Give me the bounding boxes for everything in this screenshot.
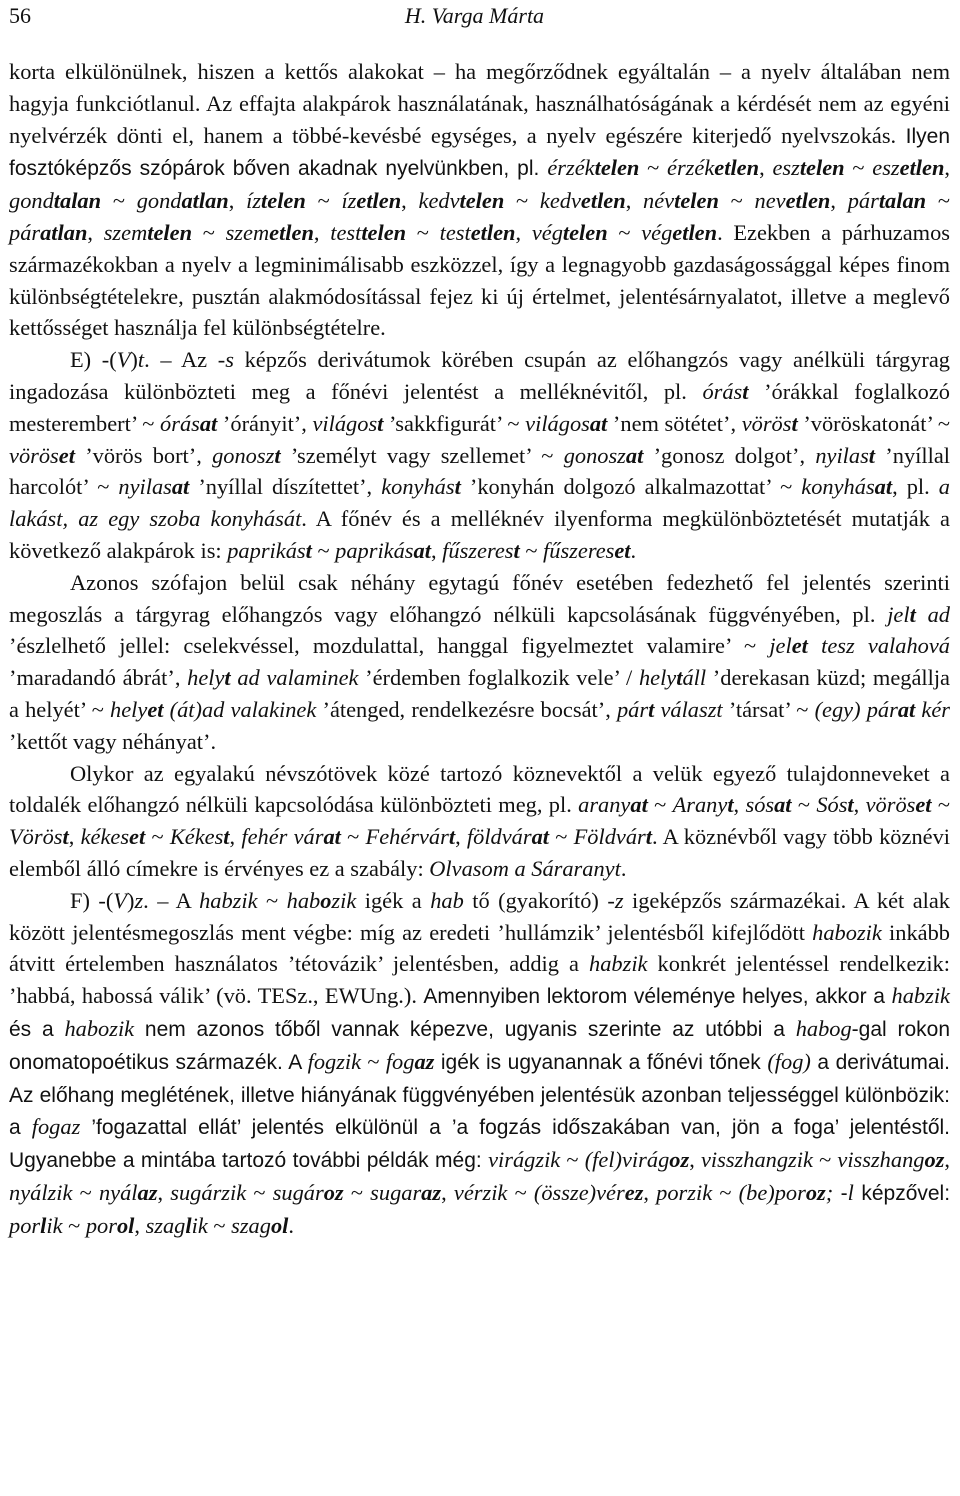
example-word: hely: [187, 665, 225, 691]
example-word: ad: [915, 601, 950, 627]
example-word: oz: [924, 1147, 945, 1173]
example-word: tesz valahová: [807, 633, 950, 659]
example-word: t: [791, 410, 798, 436]
example-word: t: [454, 474, 461, 500]
example-word: Arany: [672, 792, 728, 818]
text-run: ~: [507, 1179, 534, 1205]
example-word: talan: [53, 188, 102, 214]
text-run: ’fogazattal ellát’ jelentés elkülönül a ’a fogzás időszakában van, jön a foga’ jelentéstől. Ugyanebbe a mintába tartozó további példák még:: [9, 1116, 951, 1173]
example-word: t: [377, 410, 384, 436]
example-word: t: [274, 442, 281, 468]
example-word: érzék: [667, 155, 715, 181]
example-word: V: [113, 887, 127, 913]
text-run: ~: [340, 824, 366, 850]
example-word: fehér vár: [241, 824, 324, 850]
text-run: ,: [625, 188, 644, 214]
example-word: hab: [430, 887, 464, 913]
example-word: földvár: [466, 824, 532, 850]
text-run: Ilyen fosztóképzős szópárok bőven akadnak nyelvünkben, pl.: [9, 124, 950, 181]
example-word: t: [648, 696, 655, 722]
example-word: nyál: [98, 1179, 138, 1205]
example-word: z: [614, 887, 624, 913]
text-run: ~: [257, 887, 287, 913]
example-word: et: [915, 792, 932, 818]
text-run: ~: [647, 792, 673, 818]
example-word: pár: [9, 219, 41, 245]
text-run: Azonos szófajon belül csak néhány egytagú főnév esetében fedezhető fel jelentés szerinti megoszlás a tárgyrag előhangzós vagy előhangzó nélküli kapcsolásának függvényében, pl.: [9, 569, 950, 627]
example-word: Fehérvár: [365, 824, 449, 850]
text-run: ~: [931, 792, 950, 818]
example-word: etlen: [899, 155, 945, 181]
example-word: pár: [847, 188, 879, 214]
text-run: -: [833, 1181, 848, 1205]
example-word: név: [643, 188, 675, 214]
example-word: t: [742, 378, 749, 404]
page-number: 56: [9, 3, 31, 28]
text-run: , pl.: [892, 474, 939, 500]
example-word: t: [676, 665, 683, 691]
text-run: ~: [305, 188, 342, 214]
example-word: paprikás: [227, 537, 306, 563]
example-word: kedv: [418, 188, 460, 214]
example-word: at: [199, 410, 218, 436]
example-word: t: [909, 601, 916, 627]
text-run: ’nyíllal díszítettet’,: [189, 474, 382, 500]
example-word: t: [137, 347, 145, 373]
text-run: Olykor az egyalakú névszótövek közé tartozó köznevektől a velük egyező tulajdonneveket a toldalék előhangzó nélküli kapcsolódása különbözteti meg, pl.: [9, 760, 950, 818]
example-word: etlen: [714, 155, 760, 181]
text-run: ~: [549, 824, 574, 850]
example-word: világos: [312, 410, 378, 436]
text-run: A köznévből vagy több köznévi elemből álló címekre is érvényes ez a szabály:: [9, 824, 950, 881]
text-run: Ezekben a párhuzamos származékokban a nyelv a legminimálisabb eszközzel, így a legnagyobb gazdaságossággal képes finom különbségtételekre, pusztán alakmódosítással fejez ki új értelmet, jelentésárnyalatot, illetve a meglevő kettősséget használja fel különbségtételre.: [9, 219, 950, 341]
text-run: ~: [311, 537, 336, 563]
example-word: porzik: [656, 1179, 713, 1205]
text-run: ~: [926, 188, 950, 214]
example-word: gond: [9, 188, 54, 214]
example-word: o: [320, 887, 332, 913]
text-run: ,: [229, 824, 242, 850]
text-run: ~: [519, 537, 544, 563]
example-word: telen: [261, 188, 306, 214]
example-word: et: [129, 824, 146, 850]
example-word: t: [513, 537, 520, 563]
text-run: ,: [228, 188, 247, 214]
example-word: etlen: [672, 219, 718, 245]
text-run: konkrét jelentéssel rendelkezik: ’habbá, habossá válik’ (vö. TESz., EWUng.).: [9, 951, 950, 1009]
paragraph: [9, 344, 950, 567]
example-word: s: [225, 347, 234, 373]
example-word: sós: [745, 792, 775, 818]
example-word: habzik: [891, 983, 950, 1009]
example-word: talan: [878, 188, 927, 214]
example-word: esz: [872, 155, 900, 181]
example-word: hely: [638, 665, 677, 691]
example-word: nyilas: [118, 474, 172, 500]
example-word: at: [630, 792, 648, 818]
text-run: ,: [401, 188, 419, 214]
text-run: ’gonosz dolgot’,: [643, 442, 816, 468]
text-run: ,: [853, 792, 866, 818]
text-run: ’derekasan küzd; megállja a helyét’ ~: [9, 665, 950, 722]
example-word: oz: [669, 1147, 690, 1173]
text-run: ~: [560, 1147, 585, 1173]
text-run: ’személyt vagy szellemet’ ~: [280, 442, 564, 468]
example-word: kedv: [539, 188, 581, 214]
text-run: ~: [207, 1212, 232, 1238]
text-run: ’vörös bort’,: [74, 442, 213, 468]
text-run: ~: [246, 1179, 273, 1205]
text-run: . – A: [143, 887, 200, 913]
example-word: telen: [459, 188, 505, 214]
example-word: test: [439, 219, 471, 245]
paragraph: [9, 567, 950, 758]
example-word: zik: [331, 887, 357, 913]
example-word: jel: [769, 633, 792, 659]
example-word: órás: [160, 410, 200, 436]
example-word: világos: [525, 410, 590, 436]
text-run: ’maradandó ábrát’,: [9, 665, 188, 691]
example-word: z: [134, 887, 144, 913]
example-word: etlen: [785, 188, 831, 214]
example-word: vörös: [865, 792, 916, 818]
example-word: gonosz: [563, 442, 626, 468]
text-run: ~: [145, 824, 170, 850]
text-run: ,: [830, 188, 848, 214]
example-word: et: [791, 633, 808, 659]
text-run: .: [717, 219, 734, 245]
example-word: t: [224, 665, 231, 691]
example-word: Sós: [816, 792, 848, 818]
example-word: et: [614, 537, 631, 563]
paragraph: [9, 885, 950, 1242]
text-run: ): [130, 347, 138, 373]
example-word: t: [62, 824, 69, 850]
text-run: a derivátumai. Az előhang meglétének, illetve hiányának függvényében jelentésük azonban teljességgel különbözik: a: [9, 1050, 950, 1140]
paragraph: [9, 56, 950, 344]
text-run: igék a: [356, 887, 431, 913]
example-word: gonosz: [212, 442, 275, 468]
text-run: ’órákkal foglalkozó mesterembert’ ~: [9, 378, 950, 436]
example-word: gond: [136, 188, 182, 214]
text-run: ,: [430, 537, 443, 563]
text-run: ’konyhán dolgozó alkalmazottat’ ~: [460, 474, 802, 500]
example-word: vég: [531, 219, 563, 245]
page-header: [9, 2, 940, 30]
example-word: pár: [616, 696, 649, 722]
example-word: t: [847, 792, 854, 818]
text-run: ): [126, 887, 135, 913]
example-word: at: [897, 696, 916, 722]
example-word: szag: [231, 1212, 271, 1238]
example-word: paprikás: [335, 537, 414, 563]
example-word: arany: [578, 792, 631, 818]
example-word: Földvár: [573, 824, 646, 850]
text-run: ~: [607, 219, 642, 245]
example-word: szem: [225, 219, 270, 245]
text-run: ’vöröskatonát’ ~: [797, 410, 950, 436]
text-run: ,: [313, 219, 331, 245]
example-word: at: [874, 474, 893, 500]
text-run: tő (gyakorító) -: [463, 887, 615, 913]
text-run: ~: [101, 188, 137, 214]
example-word: kér: [915, 696, 950, 722]
example-word: az: [414, 1048, 435, 1074]
text-run: F) -(: [70, 887, 114, 913]
example-word: atlan: [40, 219, 88, 245]
example-word: telen: [799, 155, 845, 181]
example-word: visszhang: [837, 1147, 925, 1173]
text-run: ,: [68, 824, 81, 850]
text-run: ~: [406, 219, 440, 245]
text-run: ’sakkfigurát’ ~: [383, 410, 526, 436]
example-word: por: [85, 1212, 117, 1238]
example-word: l: [40, 1212, 47, 1238]
text-run: .: [620, 855, 627, 881]
example-word: választ: [654, 696, 723, 722]
example-word: sugárzik: [170, 1179, 247, 1205]
text-run: ~: [718, 188, 755, 214]
example-word: at: [531, 824, 550, 850]
example-word: esz: [772, 155, 800, 181]
text-run: ~: [639, 155, 668, 181]
text-run: korta elkülönülnek, hiszen a kettős alakokat – ha megőrződnek egyáltalán – a nyelv általában nem hagyja funkciótlanul. Az effajta alakpárok használatának, használhatóságának a kérdését nem az egyéni nyelvérzék dönti el, hanem a többé-kevésbé egységes, a nyelv egészére kiterjedő nyelvszokás.: [9, 59, 950, 148]
example-word: et: [58, 442, 75, 468]
text-run: ’órányit’,: [217, 410, 313, 436]
example-word: vörös: [741, 410, 792, 436]
example-word: ol: [270, 1212, 289, 1238]
example-word: habozik: [812, 919, 882, 945]
text-run: ~: [62, 1212, 86, 1238]
running-title: H. Varga Márta: [404, 3, 545, 28]
text-run: igék is ugyanannak a főnévi tőnek: [434, 1050, 768, 1074]
example-word: sugár: [272, 1179, 324, 1205]
text-run: ,: [689, 1147, 701, 1173]
example-word: oz: [323, 1179, 344, 1205]
example-word: telen: [594, 155, 640, 181]
example-word: telen: [674, 188, 719, 214]
text-run: ~: [192, 219, 226, 245]
example-word: V: [116, 347, 131, 373]
text-run: ’átenged, rendelkezésre bocsát’,: [316, 696, 617, 722]
example-word: a lakást, az egy szoba konyhását: [9, 474, 950, 532]
example-word: hely: [110, 696, 148, 722]
example-word: t: [448, 824, 456, 850]
example-word: l: [185, 1212, 192, 1238]
example-word: telen: [562, 219, 608, 245]
example-word: sugar: [370, 1179, 422, 1205]
example-word: t: [305, 537, 312, 563]
text-run: ~: [72, 1179, 99, 1205]
example-word: Olvasom a Sáraranyt: [429, 855, 621, 881]
text-run: ~: [712, 1179, 739, 1205]
text-run: ,: [759, 155, 773, 181]
example-word: at: [413, 537, 431, 563]
example-word: por: [9, 1212, 41, 1238]
example-word: t: [223, 824, 230, 850]
example-word: habzik: [589, 951, 648, 977]
text-run: ,: [157, 1179, 171, 1205]
text-run: ’nem sötétet’,: [607, 410, 742, 436]
text-run: . A főnév és a melléknév ilyenforma megkülönböztetését mutatják a következő alakpárok is:: [9, 506, 950, 563]
example-word: jel: [887, 601, 910, 627]
text-run: ’nyíllal harcolót’ ~: [9, 442, 950, 500]
example-word: etlen: [269, 219, 314, 245]
text-run: ~: [812, 1147, 838, 1173]
example-word: (össze)vér: [533, 1179, 625, 1205]
example-word: konyhás: [801, 474, 875, 500]
example-word: at: [625, 442, 644, 468]
example-word: habzik: [199, 887, 258, 913]
text-run: .: [630, 537, 637, 563]
example-word: l: [847, 1179, 854, 1205]
example-word: ol: [116, 1212, 135, 1238]
text-run: .: [652, 824, 663, 850]
example-word: telen: [361, 219, 407, 245]
example-word: at: [589, 410, 608, 436]
text-run: inkább átvitt értelemben használatos ’tétovázik’ jelentésben, addig a: [9, 919, 950, 977]
text-run: igeképzős származékai. A két alak között jelentésmegoszlás ment végbe: míg az eredeti ’hullámzik’ jelentésből kifejlődött: [9, 887, 950, 945]
text-run: ~: [504, 188, 540, 214]
example-word: vérzik: [453, 1179, 508, 1205]
example-word: t: [868, 442, 876, 468]
example-word: ad valaminek: [230, 665, 359, 691]
example-word: kékes: [80, 824, 130, 850]
example-word: ik: [46, 1212, 63, 1238]
example-word: ik: [191, 1212, 208, 1238]
text-run: . – Az -: [144, 347, 226, 373]
text-run: .: [288, 1212, 294, 1238]
example-word: visszhangzik: [700, 1147, 813, 1173]
example-word: íz: [341, 188, 357, 214]
text-run: E) -(: [70, 347, 117, 373]
example-word: konyhás: [381, 474, 455, 500]
example-word: etlen: [356, 188, 402, 214]
example-word: az: [137, 1179, 158, 1205]
example-word: vég: [641, 219, 673, 245]
example-word: ;: [825, 1179, 834, 1205]
example-word: habozik: [64, 1015, 135, 1041]
example-word: Vörös: [9, 824, 63, 850]
example-word: órás: [702, 378, 743, 404]
example-word: áll: [682, 665, 707, 691]
text-run: ’társat’ ~: [722, 696, 815, 722]
example-word: oz: [805, 1179, 826, 1205]
example-word: íz: [246, 188, 262, 214]
text-run: ’kettőt vagy néhányat’.: [9, 728, 217, 754]
text-run: ,: [515, 219, 532, 245]
text-run: ’észlelhető jellel: cselekvéssel, mozdulattal, hanggal figyelmeztet valamire’ ~: [9, 633, 770, 659]
example-word: telen: [147, 219, 193, 245]
example-word: t: [727, 792, 734, 818]
example-word: etlen: [580, 188, 626, 214]
text-run: ,: [134, 1212, 146, 1238]
example-word: test: [330, 219, 362, 245]
example-word: fogzik: [307, 1048, 362, 1074]
text-run: képzős derivátumok körében csupán az előhangzós vagy anélküli tárgyrag ingadozása különbözteti meg a főnévi jelentést a melléknévitől, pl.: [9, 347, 950, 404]
text-run: ,: [643, 1179, 657, 1205]
paragraph: [9, 758, 950, 885]
example-word: et: [147, 696, 164, 722]
text-run: Amennyiben lektorom véleménye helyes, akkor a: [423, 985, 892, 1009]
example-word: atlan: [181, 188, 229, 214]
text-run: nem azonos tőből vannak képezve, ugyanis szerinte az utóbbi a: [134, 1017, 796, 1041]
text-run: képzővel:: [853, 1181, 951, 1205]
example-word: (fel)virág: [584, 1147, 670, 1173]
body-text: [9, 56, 950, 1241]
text-run: ,: [944, 1147, 950, 1173]
example-word: habog: [795, 1015, 852, 1041]
example-word: szem: [103, 219, 148, 245]
text-run: ,: [441, 1179, 454, 1205]
example-word: at: [171, 474, 190, 500]
example-word: Kékes: [169, 824, 224, 850]
example-word: az: [421, 1179, 442, 1205]
text-run: ’érdemben foglalkozik vele’ /: [358, 665, 639, 691]
example-word: ez: [624, 1179, 644, 1205]
example-word: nyálzik: [9, 1179, 73, 1205]
example-word: fogaz: [31, 1114, 81, 1140]
example-word: szag: [145, 1212, 186, 1238]
example-word: (fog): [767, 1048, 811, 1074]
example-word: vörös: [9, 442, 59, 468]
example-word: (be)por: [738, 1179, 806, 1205]
example-word: fűszeres: [442, 537, 514, 563]
text-run: -gal rokon onomatopoétikus származék. A: [9, 1017, 951, 1074]
text-run: ,: [733, 792, 746, 818]
example-word: hab: [286, 887, 321, 913]
example-word: érzék: [547, 155, 595, 181]
text-run: ~: [361, 1048, 386, 1074]
text-run: ~: [844, 155, 873, 181]
example-word: fűszeres: [543, 537, 615, 563]
example-word: at: [774, 792, 792, 818]
example-word: etlen: [470, 219, 516, 245]
text-run: ,: [944, 155, 951, 181]
example-word: virágzik: [488, 1147, 561, 1173]
text-run: ,: [455, 824, 467, 850]
example-word: at: [323, 824, 341, 850]
text-run: ~: [343, 1179, 371, 1205]
text-run: ~: [791, 792, 817, 818]
example-word: t: [645, 824, 652, 850]
example-word: fog: [385, 1048, 415, 1074]
text-run: és a: [9, 1017, 65, 1041]
example-word: nyilas: [815, 442, 869, 468]
example-word: nev: [754, 188, 786, 214]
example-word: (egy) pár: [814, 696, 898, 722]
text-run: ,: [87, 219, 104, 245]
example-word: (át)ad valakinek: [163, 696, 317, 722]
